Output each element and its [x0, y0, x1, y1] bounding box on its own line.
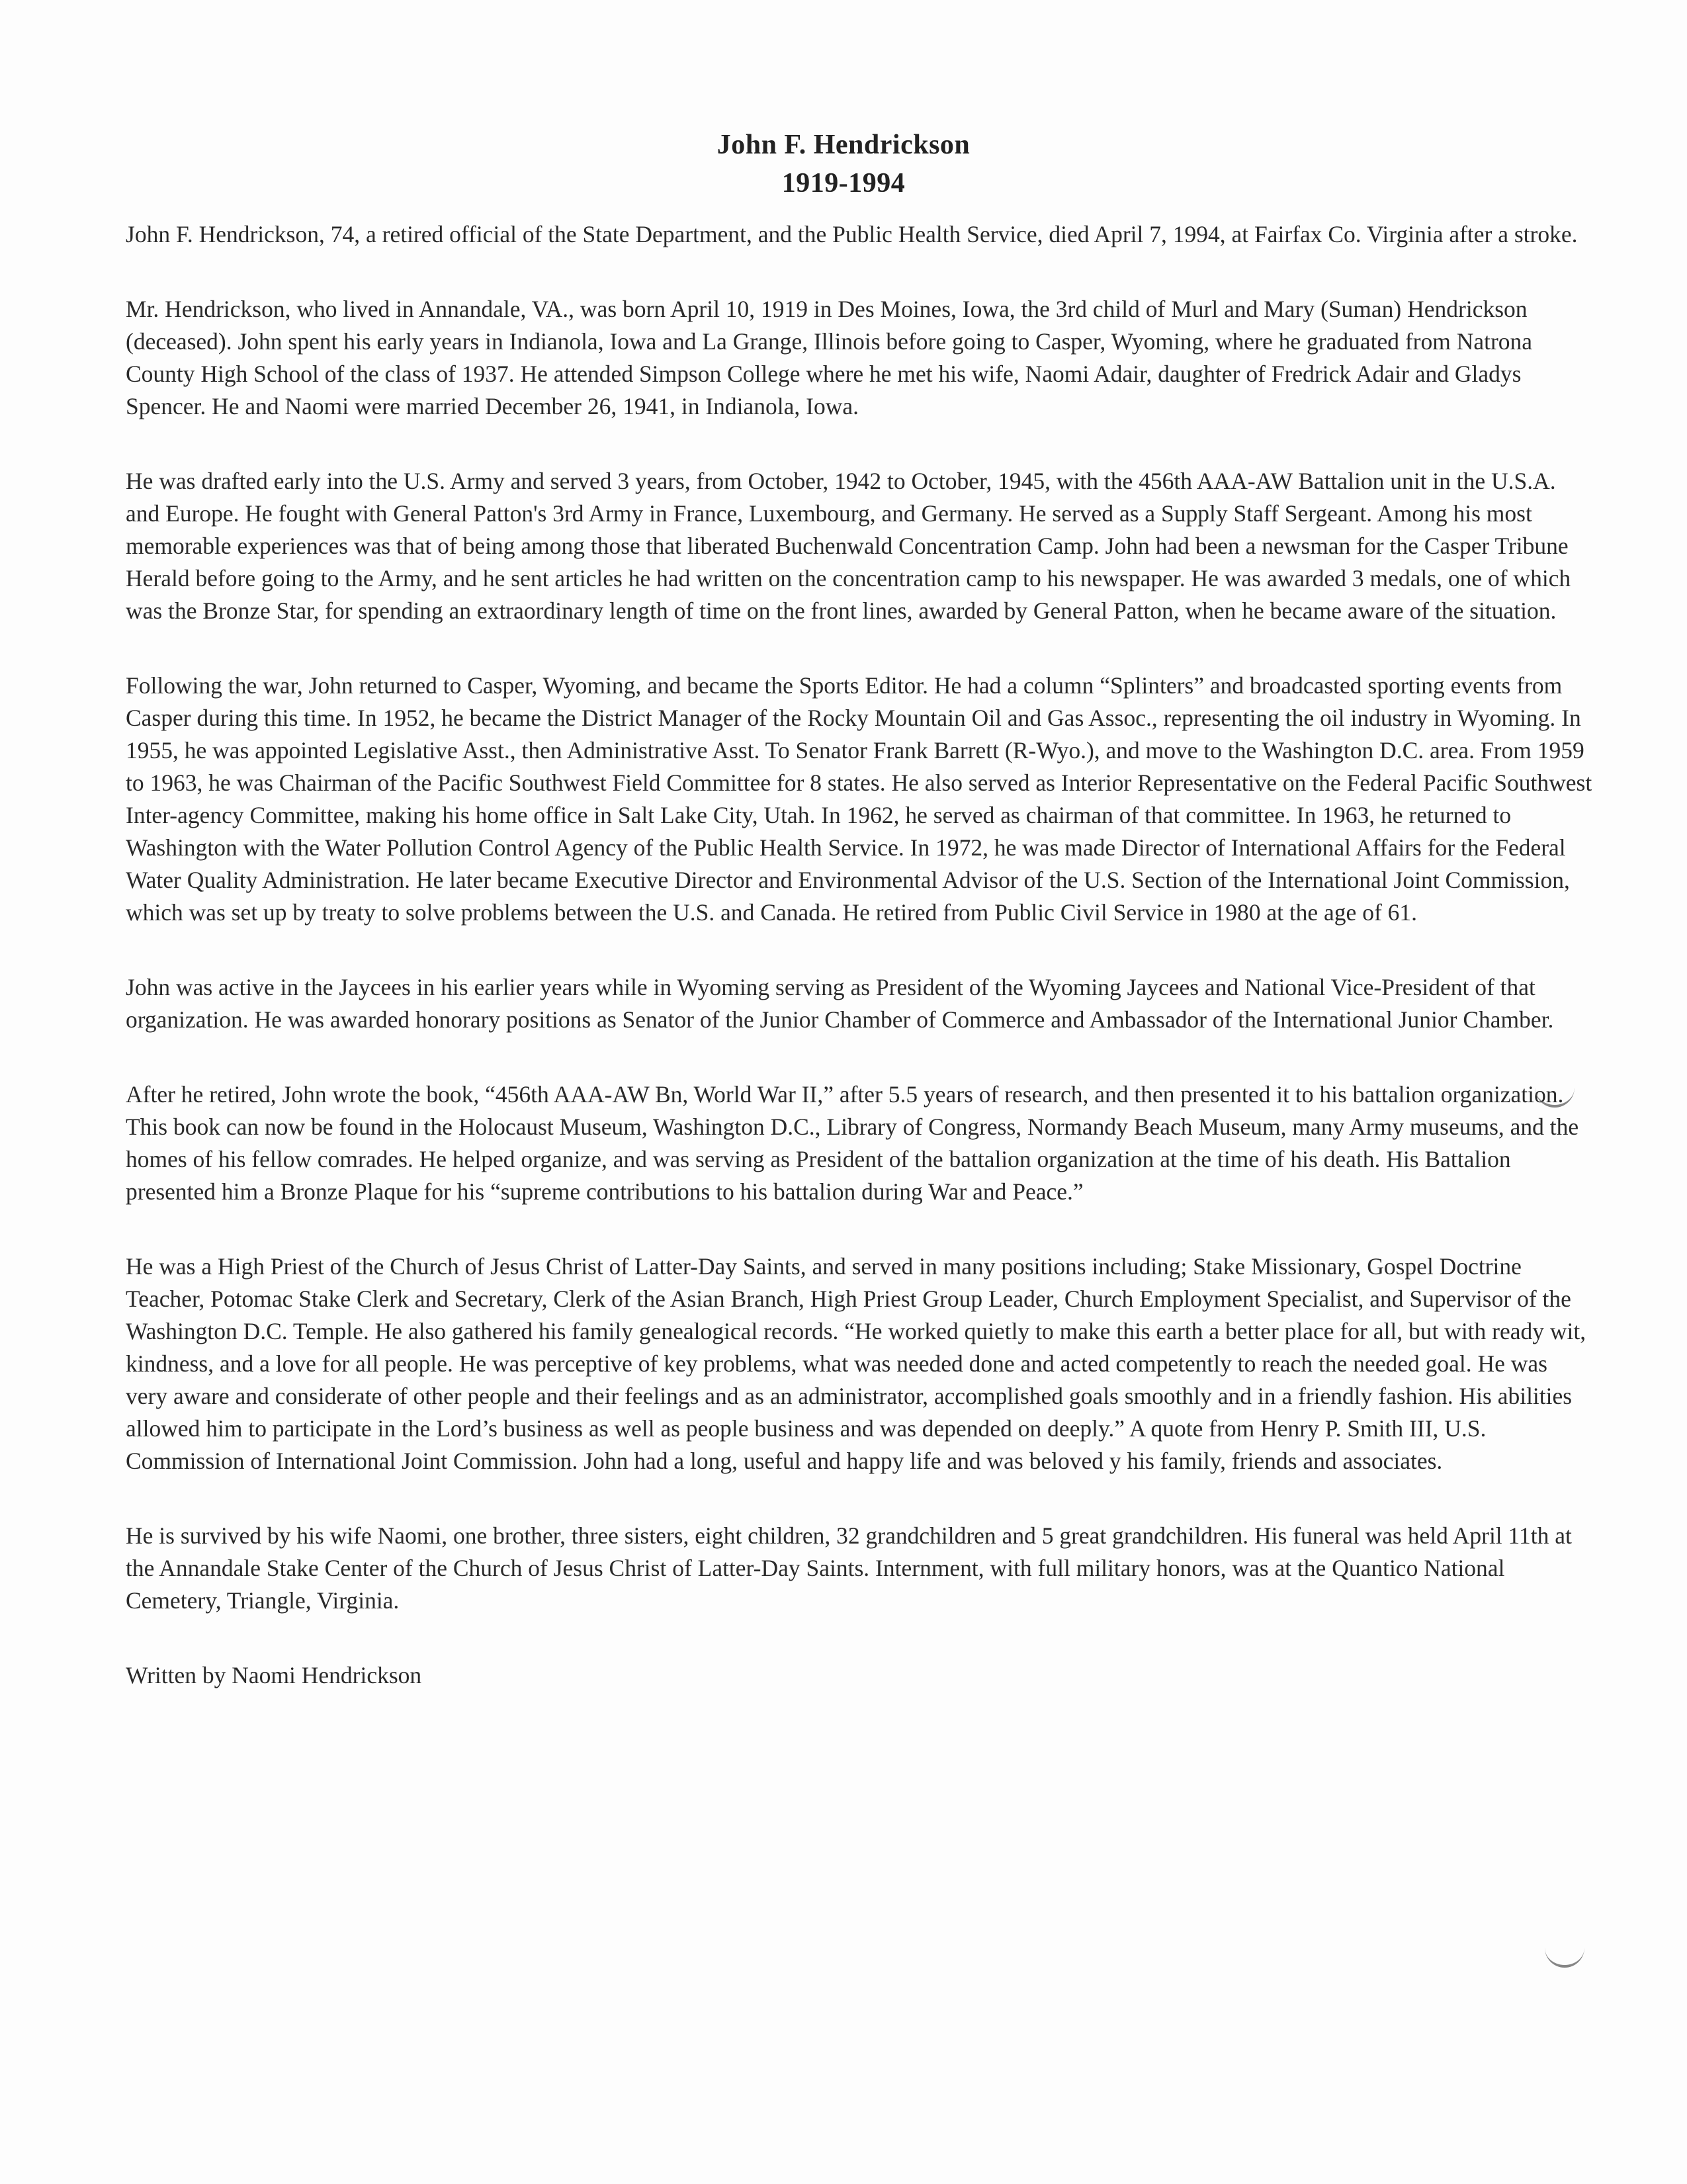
paragraph-book: After he retired, John wrote the book, “456th AAA-AW Bn, World War II,” after 5.5 years of research, and then presented it to his battalion organization. This book can now be found in the Holocaust Museum, Washington D.C., Library of Congress, Normandy Beach Museum, many Army museums, and the homes of his fellow comrades. He helped organize, and was serving as President of the battalion organization at the time of his death. His Battalion presented him a Bronze Plaque for his “supreme contributions to his battalion during War and Peace.” [126, 1081, 1579, 1205]
paragraph-career: Following the war, John returned to Casper, Wyoming, and became the Sports Editor. He had a column “Splinters” and broadcasted sporting events from Casper during this time. In 1952, he became the District Manager of the Rocky Mountain Oil and Gas Assoc., representing the oil industry in Wyoming. In 1955, he was appointed Legislative Asst., then Administrative Asst. To Senator Frank Barrett (R-Wyo.), and move to the Washington D.C. area. From 1959 to 1963, he was Chairman of the Pacific Southwest Field Committee for 8 states. He also served as Interior Representative on the Federal Pacific Southwest Inter-agency Committee, making his home office in Salt Lake City, Utah. In 1962, he served as chairman of that committee. In 1963, he returned to Washington with the Water Pollution Control Agency of the Public Health Service. In 1972, he was made Director of International Affairs for the Federal Water Quality Administration. He later became Executive Director and Environmental Advisor of the U.S. Section of the International Joint Commission, which was set up by treaty to solve problems between the U.S. and Canada. He retired from Public Civil Service in 1980 at the age of 61. [126, 672, 1592, 926]
paragraph-survivors: He is survived by his wife Naomi, one brother, three sisters, eight children, 32 grandchildren and 5 great grandchildren. His funeral was held April 11th at the Annandale Stake Center of the Church of Jesus Christ of Latter-Day Saints. Internment, with full military honors, was at the Quantico National Cemetery, Triangle, Virginia. [126, 1522, 1572, 1614]
paragraph-jaycees: John was active in the Jaycees in his earlier years while in Wyoming serving as President of the Wyoming Jaycees and National Vice-President of that organization. He was awarded honorary positions as Senator of the Junior Chamber of Commerce and Ambassador of the International Junior Chamber. [126, 974, 1554, 1033]
signature-line: Written by Naomi Hendrickson [126, 1662, 422, 1688]
paragraph-early-life: Mr. Hendrickson, who lived in Annandale, VA., was born April 10, 1919 in Des Moines, Iowa, the 3rd child of Murl and Mary (Suman) Hendrickson (deceased). John spent his early years in Indianola, Iowa and La Grange, Illinois before going to Casper, Wyoming, where he graduated from Natrona County High School of the class of 1937. He attended Simpson College where he met his wife, Naomi Adair, daughter of Fredrick Adair and Gladys Spencer. He and Naomi were married December 26, 1941, in Indianola, Iowa. [126, 296, 1533, 419]
paragraph-death-notice: John F. Hendrickson, 74, a retired official of the State Department, and the Public Health Service, died April 7, 1994, at Fairfax Co. Virginia after a stroke. [126, 221, 1578, 247]
paragraph-military-service: He was drafted early into the U.S. Army and served 3 years, from October, 1942 to October, 1945, with the 456th AAA-AW Battalion unit in the U.S.A. and Europe. He fought with General Patton's 3rd Army in France, Luxembourg, and Germany. He served as a Supply Staff Sergeant. Among his most memorable experiences was that of being among those that liberated Buchenwald Concentration Camp. John had been a newsman for the Casper Tribune Herald before going to the Army, and he sent articles he had written on the concentration camp to his newspaper. He was awarded 3 medals, one of which was the Bronze Star, for spending an extraordinary length of time on the front lines, awarded by General Patton, when he became aware of the situation. [126, 468, 1571, 624]
document-title: John F. Hendrickson [716, 130, 971, 160]
body-text [126, 218, 1594, 1692]
document-dates: 1919-1994 [781, 168, 906, 198]
paragraph-church: He was a High Priest of the Church of Jesus Christ of Latter-Day Saints, and served in many positions including; Stake Missionary, Gospel Doctrine Teacher, Potomac Stake Clerk and Secretary, Clerk of the Asian Branch, High Priest Group Leader, Church Employment Specialist, and Supervisor of the Washington D.C. Temple. He also gathered his family genealogical records. “He worked quietly to make this earth a better place for all, but with ready wit, kindness, and a love for all people. He was perceptive of key problems, what was needed done and acted competently to reach the needed goal. He was very aware and considerate of other people and their feelings and as an administrator, accomplished goals smoothly and in a friendly fashion. His abilities allowed him to participate in the Lord’s business as well as people business and was depended on deeply.” A quote from Henry P. Smith III, U.S. Commission of International Joint Commission. John had a long, useful and happy life and was beloved y his family, friends and associates. [126, 1253, 1586, 1474]
scan-artifact-mark [1545, 1945, 1584, 1968]
title-block [0, 126, 1687, 202]
